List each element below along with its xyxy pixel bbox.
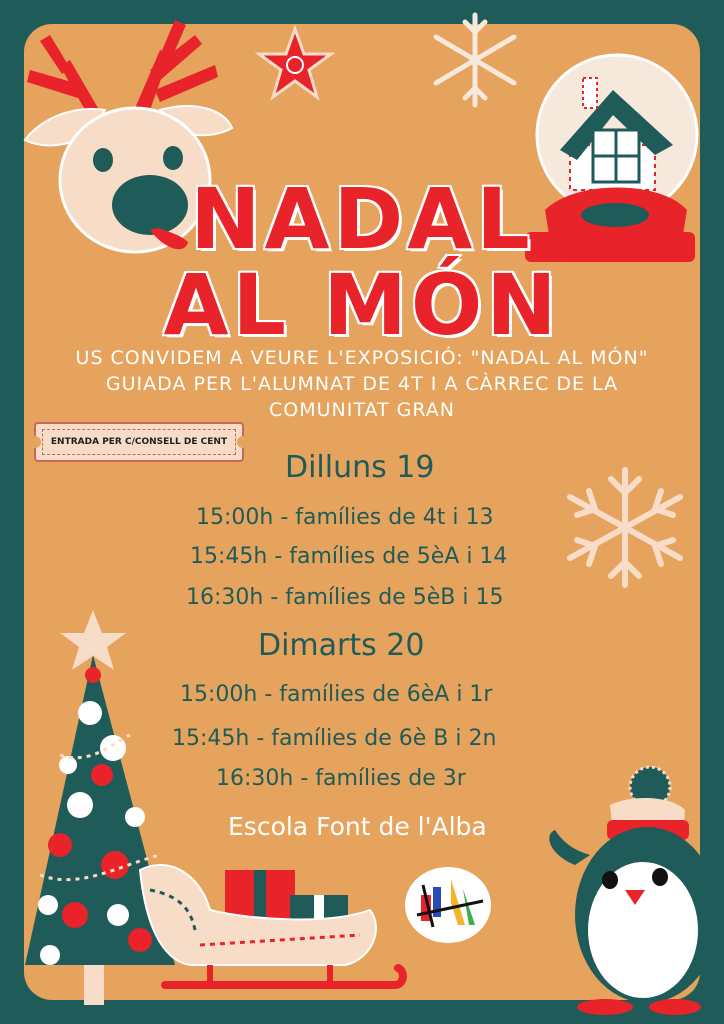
schedule-slot: 15:45h - famílies de 5èA i 14 xyxy=(190,544,508,569)
invitation-line-3: COMUNITAT GRAN xyxy=(268,399,455,421)
day-heading-tuesday: Dimarts 20 xyxy=(258,628,425,663)
schedule-slot: 15:45h - famílies de 6è B i 2n xyxy=(172,726,497,751)
snowflake-icon xyxy=(555,465,695,590)
schedule-slot: 15:00h - famílies de 6èA i 1r xyxy=(180,682,493,707)
sleigh-icon xyxy=(130,850,410,1000)
entrance-text: ENTRADA PER C/CONSELL DE CENT xyxy=(50,437,228,447)
schedule-slot: 16:30h - famílies de 5èB i 15 xyxy=(186,585,504,610)
school-logo-icon xyxy=(403,865,493,945)
schedule-slot: 16:30h - famílies de 3r xyxy=(216,766,466,791)
snowflake-icon xyxy=(425,10,525,110)
school-name: Escola Font de l'Alba xyxy=(228,812,487,841)
penguin-icon xyxy=(535,765,720,1015)
star-ornament-icon xyxy=(255,25,335,105)
invitation-line-1: US CONVIDEM A VEURE L'EXPOSICIÓ: "NADAL AL MÓN" xyxy=(75,347,649,369)
invitation-line-2: GUIADA PER L'ALUMNAT DE 4T I A CÀRREC DE LA xyxy=(105,373,619,395)
poster-title-line2: AL MÓN xyxy=(163,256,561,354)
schedule-slot: 15:00h - famílies de 4t i 13 xyxy=(196,505,494,530)
entrance-ticket xyxy=(34,422,244,462)
day-heading-monday: Dilluns 19 xyxy=(285,450,435,485)
poster-title-line1: NADAL xyxy=(190,170,534,268)
invitation-text xyxy=(40,345,684,423)
